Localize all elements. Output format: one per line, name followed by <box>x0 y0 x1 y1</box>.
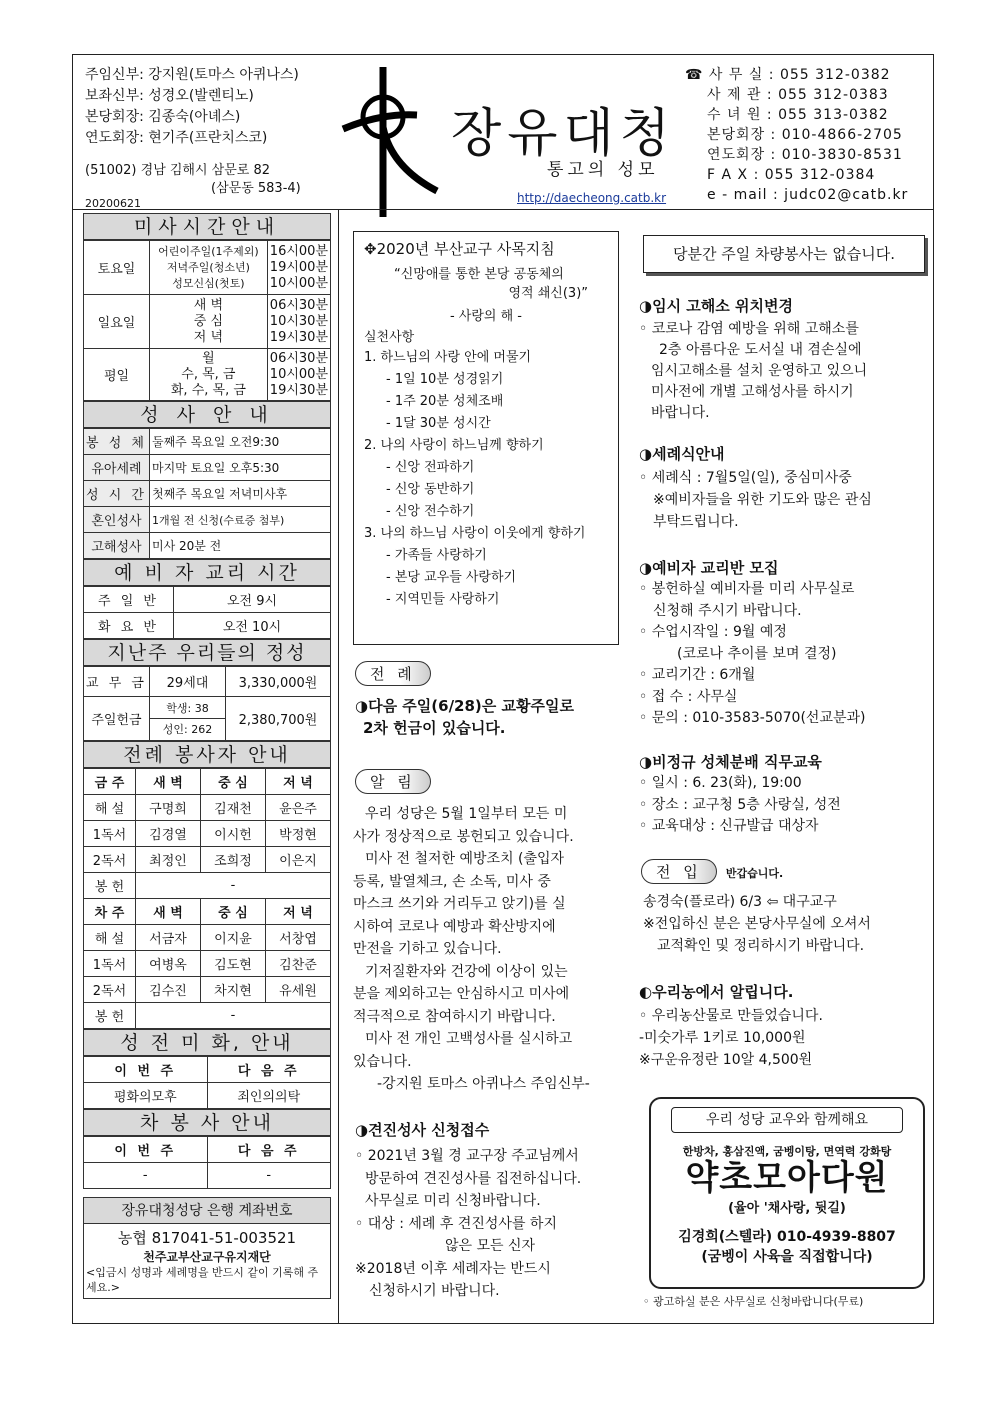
address-line-1: (51002) 경남 김해시 삼문로 82 <box>85 163 271 178</box>
servers-head: 저 녁 <box>266 769 331 795</box>
servers-cell: - <box>136 873 331 899</box>
servers-cell: 박정현 <box>266 821 331 847</box>
confirmation-title: ◑견진성사 신청접수 <box>355 1121 490 1139</box>
practice-item: - 가족들 사랑하기 <box>386 548 487 563</box>
servers-cell: 김도현 <box>201 951 266 977</box>
bulletin-page <box>72 54 934 1324</box>
pastoral-practice-label: 실천사항 <box>364 330 415 345</box>
ad-header: 우리 성당 교우와 함께해요 <box>671 1107 903 1133</box>
offering-label: 교 무 금 <box>84 667 150 697</box>
staff-district-president: 연도회장: 현기주(프란치스코) <box>85 130 268 146</box>
transfer-tag: 전 입 <box>641 859 717 884</box>
catechism-label: 화 요 반 <box>84 613 174 639</box>
servers-cell: 이시헌 <box>201 821 266 847</box>
farm-title: ◐우리농에서 알립니다. <box>639 983 794 1001</box>
contact-list <box>685 65 908 205</box>
ad-note: (굼벵이 사육을 직접합니다) <box>701 1249 873 1265</box>
sacraments-table <box>83 428 331 559</box>
transfer-header <box>641 859 783 884</box>
parking-value: - <box>207 1163 331 1189</box>
contact-district-president: 연도회장 : 010-3830-8531 <box>707 147 903 163</box>
flowers-head: 다 음 주 <box>207 1057 331 1083</box>
flowers-value: 평화의모후 <box>84 1083 208 1109</box>
sacrament-value: 첫째주 목요일 저녁미사후 <box>150 481 331 507</box>
practice-item: - 본당 교우들 사랑하기 <box>386 570 517 585</box>
parking-table <box>83 1136 331 1189</box>
advertisement-box <box>649 1097 925 1289</box>
servers-role: 해 설 <box>84 925 136 951</box>
contact-email[interactable]: e - mail : judc02@catb.kr <box>707 187 909 203</box>
contact-rectory: 사 제 관 : 055 312-0383 <box>707 87 889 103</box>
bank-account: 농협 817041-51-003521 <box>117 1229 297 1247</box>
transfer-welcome: 반갑습니다. <box>725 867 784 880</box>
bank-holder: 천주교부산교구유지재단 <box>143 1250 271 1264</box>
mass-weekday-names: 월 수, 목, 금 화, 수, 목, 금 <box>150 349 268 401</box>
servers-role: 1독서 <box>84 951 136 977</box>
servers-cell: 조희정 <box>201 847 266 873</box>
practice-item: - 1달 30분 성시간 <box>386 416 491 431</box>
minister-training-title: ◑비정규 성체분배 직무교육 <box>639 753 822 771</box>
flowers-value: 죄인의의탁 <box>207 1083 331 1109</box>
mass-day-sunday: 일요일 <box>84 295 150 349</box>
transfer-body: 송경숙(플로라) 6/3 ⇦ 대구교구 ※전입하신 분은 본당사무실에 오셔서 교적확인 및 정리하시기 바랍니다. <box>643 894 871 954</box>
servers-role: 봉 헌 <box>84 1003 136 1029</box>
parking-head: 다 음 주 <box>207 1137 331 1163</box>
mass-sunday-times: 06시30분 10시30분 19시30분 <box>267 295 330 349</box>
bank-title: 장유대청성당 은행 계좌번호 <box>83 1197 331 1224</box>
practice-item: - 지역민들 사랑하기 <box>386 592 500 607</box>
flowers-head: 이 번 주 <box>84 1057 208 1083</box>
ad-footer: ◦ 광고하실 분은 사무실로 신청바랍니다(무료) <box>643 1295 864 1308</box>
staff-list <box>85 65 299 149</box>
minister-training-body: ◦ 일시 : 6. 23(화), 19:00 ◦ 장소 : 교구청 5층 사랑실, 성전 ◦ 교육대상 : 신규발급 대상자 <box>639 775 841 834</box>
sacrament-label: 유아세례 <box>84 455 150 481</box>
servers-cell: 이은지 <box>266 847 331 873</box>
address-line-2: (삼문동 583-4) <box>211 181 301 196</box>
parish-website-link[interactable]: http://daecheong.catb.kr <box>517 191 667 205</box>
liturgy-notice: ◑다음 주일(6/28)은 교황주일로 2차 헌금이 있습니다. <box>355 697 574 737</box>
sacrament-label: 봉 성 체 <box>84 429 150 455</box>
flowers-title: 성 전 미 화, 안내 <box>83 1029 331 1056</box>
servers-cell: 서창엽 <box>266 925 331 951</box>
ad-items: 한방차, 홍삼진액, 굼벵이탕, 면역력 강화탕 <box>682 1145 892 1158</box>
offering-label: 주일헌금 <box>84 697 150 741</box>
confirmation-body: ◦ 2021년 3월 경 교구장 주교님께서 방문하여 견진성사를 집전하십니다. 사무실로 미리 신청바랍니다. ◦ 대상 : 세례 후 견진성사를 하지 않은 모든 신자 ※2018년 이후 세례자는 반드시 신청하시기 바랍니다. <box>355 1148 582 1299</box>
servers-cell: 구명희 <box>136 795 201 821</box>
offering-value: 2,380,700원 <box>226 697 331 741</box>
practice-item: 2. 나의 사랑이 하느님께 향하기 <box>364 438 544 453</box>
notice-tag: 알 림 <box>355 769 431 794</box>
catechism-table <box>83 586 331 639</box>
contact-office: ☎ 사 무 실 : 055 312-0382 <box>685 67 891 83</box>
bulletin-title: 장유대청 <box>451 104 676 164</box>
bank-note: <입금시 성명과 세례명을 반드시 같이 기록해 주세요.> <box>86 1266 319 1294</box>
parking-value: - <box>84 1163 208 1189</box>
servers-cell: 김찬준 <box>266 951 331 977</box>
catechism-value: 오전 9시 <box>174 587 331 613</box>
sacrament-value: 미사 20분 전 <box>150 533 331 559</box>
servers-head: 새 벽 <box>136 899 201 925</box>
parking-head: 이 번 주 <box>84 1137 208 1163</box>
dove-icon: ✥ <box>364 240 377 258</box>
servers-role: 1독서 <box>84 821 136 847</box>
class-body: ◦ 봉헌하실 예비자를 미리 사무실로 신청해 주시기 바랍니다. ◦ 수업시작일 : 9월 예정 (코로나 추이를 보며 결정) ◦ 교리기간 : 6개월 ◦ 접 수 : 사무실 ◦ 문의 : 010-3583-5070(선교분과) <box>639 581 866 726</box>
sacraments-title: 성 사 안 내 <box>83 401 331 428</box>
practice-item: 3. 나의 하느님 사랑이 이웃에게 향하기 <box>364 526 586 541</box>
column-divider <box>338 209 339 1323</box>
servers-role: 2독서 <box>84 977 136 1003</box>
mass-saturday-times: 16시00분 19시00분 10시00분 <box>267 241 330 295</box>
sacrament-label: 고해성사 <box>84 533 150 559</box>
catechism-label: 주 일 반 <box>84 587 174 613</box>
issue-date: 20200621 <box>85 197 141 210</box>
catechism-title: 예 비 자 교리 시간 <box>83 559 331 586</box>
staff-priest: 주임신부: 강지원(토마스 아퀴나스) <box>85 67 299 83</box>
servers-cell: 김경열 <box>136 821 201 847</box>
mass-schedule-table <box>83 240 331 401</box>
baptism-title: ◑세례식안내 <box>639 445 725 463</box>
mass-weekday-times: 06시30분 10시00분 19시30분 <box>267 349 330 401</box>
offering-households: 29세대 <box>150 667 226 697</box>
servers-head: 저 녁 <box>266 899 331 925</box>
ad-shop-name: 약초모아다원 <box>685 1158 889 1198</box>
servers-head: 새 벽 <box>136 769 201 795</box>
mass-day-weekday: 평일 <box>84 349 150 401</box>
servers-cell: 김재천 <box>201 795 266 821</box>
parking-notice-box: 당분간 주일 차량봉사는 없습니다. <box>643 235 925 273</box>
offering-breakdown: 학생: 38 성인: 262 <box>150 697 226 741</box>
servers-cell: 최정인 <box>136 847 201 873</box>
bank-box <box>83 1224 331 1299</box>
baptism-body: ◦ 세례식 : 7월5일(일), 중심미사중 ※예비자들을 위한 기도와 많은 관심 부탁드립니다. <box>639 470 872 530</box>
parking-title: 차 봉 사 안내 <box>83 1109 331 1136</box>
bulletin-subtitle: 통고의 성모 <box>547 160 659 180</box>
mass-sunday-names: 새 벽 중 심 저 녁 <box>150 295 268 349</box>
practice-item: - 1주 20분 성체조배 <box>386 394 504 409</box>
practice-item: - 신앙 동반하기 <box>386 482 475 497</box>
servers-role: 봉 헌 <box>84 873 136 899</box>
ad-contact: 김경희(스텔라) 010-4939-8807 <box>678 1229 896 1245</box>
servers-table-this-week <box>83 768 331 1029</box>
servers-role: 해 설 <box>84 795 136 821</box>
confession-body: ◦ 코로나 감염 예방을 위해 고해소를 2층 아름다운 도서실 내 겸손실에 임시고해소를 설치 운영하고 있으니 미사전에 개별 고해성사를 하시기 바랍니다. <box>639 321 868 421</box>
cross-logo-icon <box>341 67 461 217</box>
servers-head: 중 심 <box>201 899 266 925</box>
servers-cell: 유세원 <box>266 977 331 1003</box>
servers-title: 전례 봉사자 안내 <box>83 741 331 768</box>
practice-item: - 신앙 전수하기 <box>386 504 475 519</box>
sacrament-value: 1개월 전 신청(수료증 첨부) <box>150 507 331 533</box>
contact-parish-president: 본당회장 : 010-4866-2705 <box>707 127 903 143</box>
servers-head: 중 심 <box>201 769 266 795</box>
header-divider <box>73 209 933 210</box>
sacrament-value: 둘째주 목요일 오전9:30 <box>150 429 331 455</box>
offering-title: 지난주 우리들의 정성 <box>83 639 331 666</box>
confession-title: ◑임시 고해소 위치변경 <box>639 297 793 315</box>
contact-convent: 수 녀 원 : 055 313-0382 <box>707 107 889 123</box>
class-title: ◑예비자 교리반 모집 <box>639 559 779 577</box>
ad-sub: (율아 '채사랑, 뒷길) <box>728 1201 846 1216</box>
sacrament-label: 혼인성사 <box>84 507 150 533</box>
sacrament-label: 성 시 간 <box>84 481 150 507</box>
mass-schedule-title: 미사시간안내 <box>83 213 331 240</box>
servers-cell: - <box>136 1003 331 1029</box>
left-column <box>83 213 331 1299</box>
servers-cell: 서금자 <box>136 925 201 951</box>
farm-body: ◦ 우리농산물로 만들었습니다. -미숫가루 1키로 10,000원 ※구운유정란 10알 4,500원 <box>639 1008 823 1068</box>
servers-cell: 여병옥 <box>136 951 201 977</box>
servers-cell: 김수진 <box>136 977 201 1003</box>
pastoral-quote-1: “신망애를 통한 본당 공동체의 <box>394 267 564 282</box>
mass-day-saturday: 토요일 <box>84 241 150 295</box>
offering-value: 3,330,000원 <box>226 667 331 697</box>
practice-item: - 1일 10분 성경읽기 <box>386 372 504 387</box>
pastoral-guideline-box <box>353 231 619 645</box>
pastoral-heading: ✥2020년 부산교구 사목지침 <box>364 240 555 258</box>
servers-cell: 이지윤 <box>201 925 266 951</box>
pastoral-year: - 사랑의 해 - <box>449 309 522 324</box>
servers-cell: 윤은주 <box>266 795 331 821</box>
liturgy-tag: 전 례 <box>355 661 431 686</box>
servers-head: 차 주 <box>84 899 136 925</box>
sacrament-value: 마지막 토요일 오후5:30 <box>150 455 331 481</box>
practice-item: 1. 하느님의 사랑 안에 머물기 <box>364 350 532 365</box>
servers-cell: 차지현 <box>201 977 266 1003</box>
pastoral-practice-list <box>364 347 608 611</box>
pastoral-quote-2: 영적 쇄신(3)” <box>508 286 588 301</box>
servers-role: 2독서 <box>84 847 136 873</box>
catechism-value: 오전 10시 <box>174 613 331 639</box>
practice-item: - 신앙 전파하기 <box>386 460 475 475</box>
staff-parish-president: 본당회장: 김종숙(아녜스) <box>85 109 241 125</box>
mass-saturday-names: 어린이주일(1주제외) 저녁주일(청소년) 성모신심(첫토) <box>150 241 268 295</box>
flowers-table <box>83 1056 331 1109</box>
notice-body: 우리 성당은 5월 1일부터 모든 미 사가 정상적으로 봉헌되고 있습니다. 미사 전 철저한 예방조치 (출입자 등록, 발열체크, 손 소독, 미사 중 마스크 쓰기와 거리두고 앉기)를 실 시하여 코로나 예방과 확산방지에 만전을 기하고 있습니다. 기저질환자와 건강에 이상이 있는 분을 제외하고는 안심하시고 미사에 적극적으로 참여하시기 바랍니다. 미사 전 개인 고백성사를 실시하고 있습니다. -강지원 토마스 아퀴나스 주임신부- <box>353 806 590 1092</box>
contact-fax: F A X : 055 312-0384 <box>707 167 876 183</box>
staff-assistant: 보좌신부: 성경오(발렌티노) <box>85 88 254 104</box>
servers-head: 금 주 <box>84 769 136 795</box>
offering-table <box>83 666 331 741</box>
